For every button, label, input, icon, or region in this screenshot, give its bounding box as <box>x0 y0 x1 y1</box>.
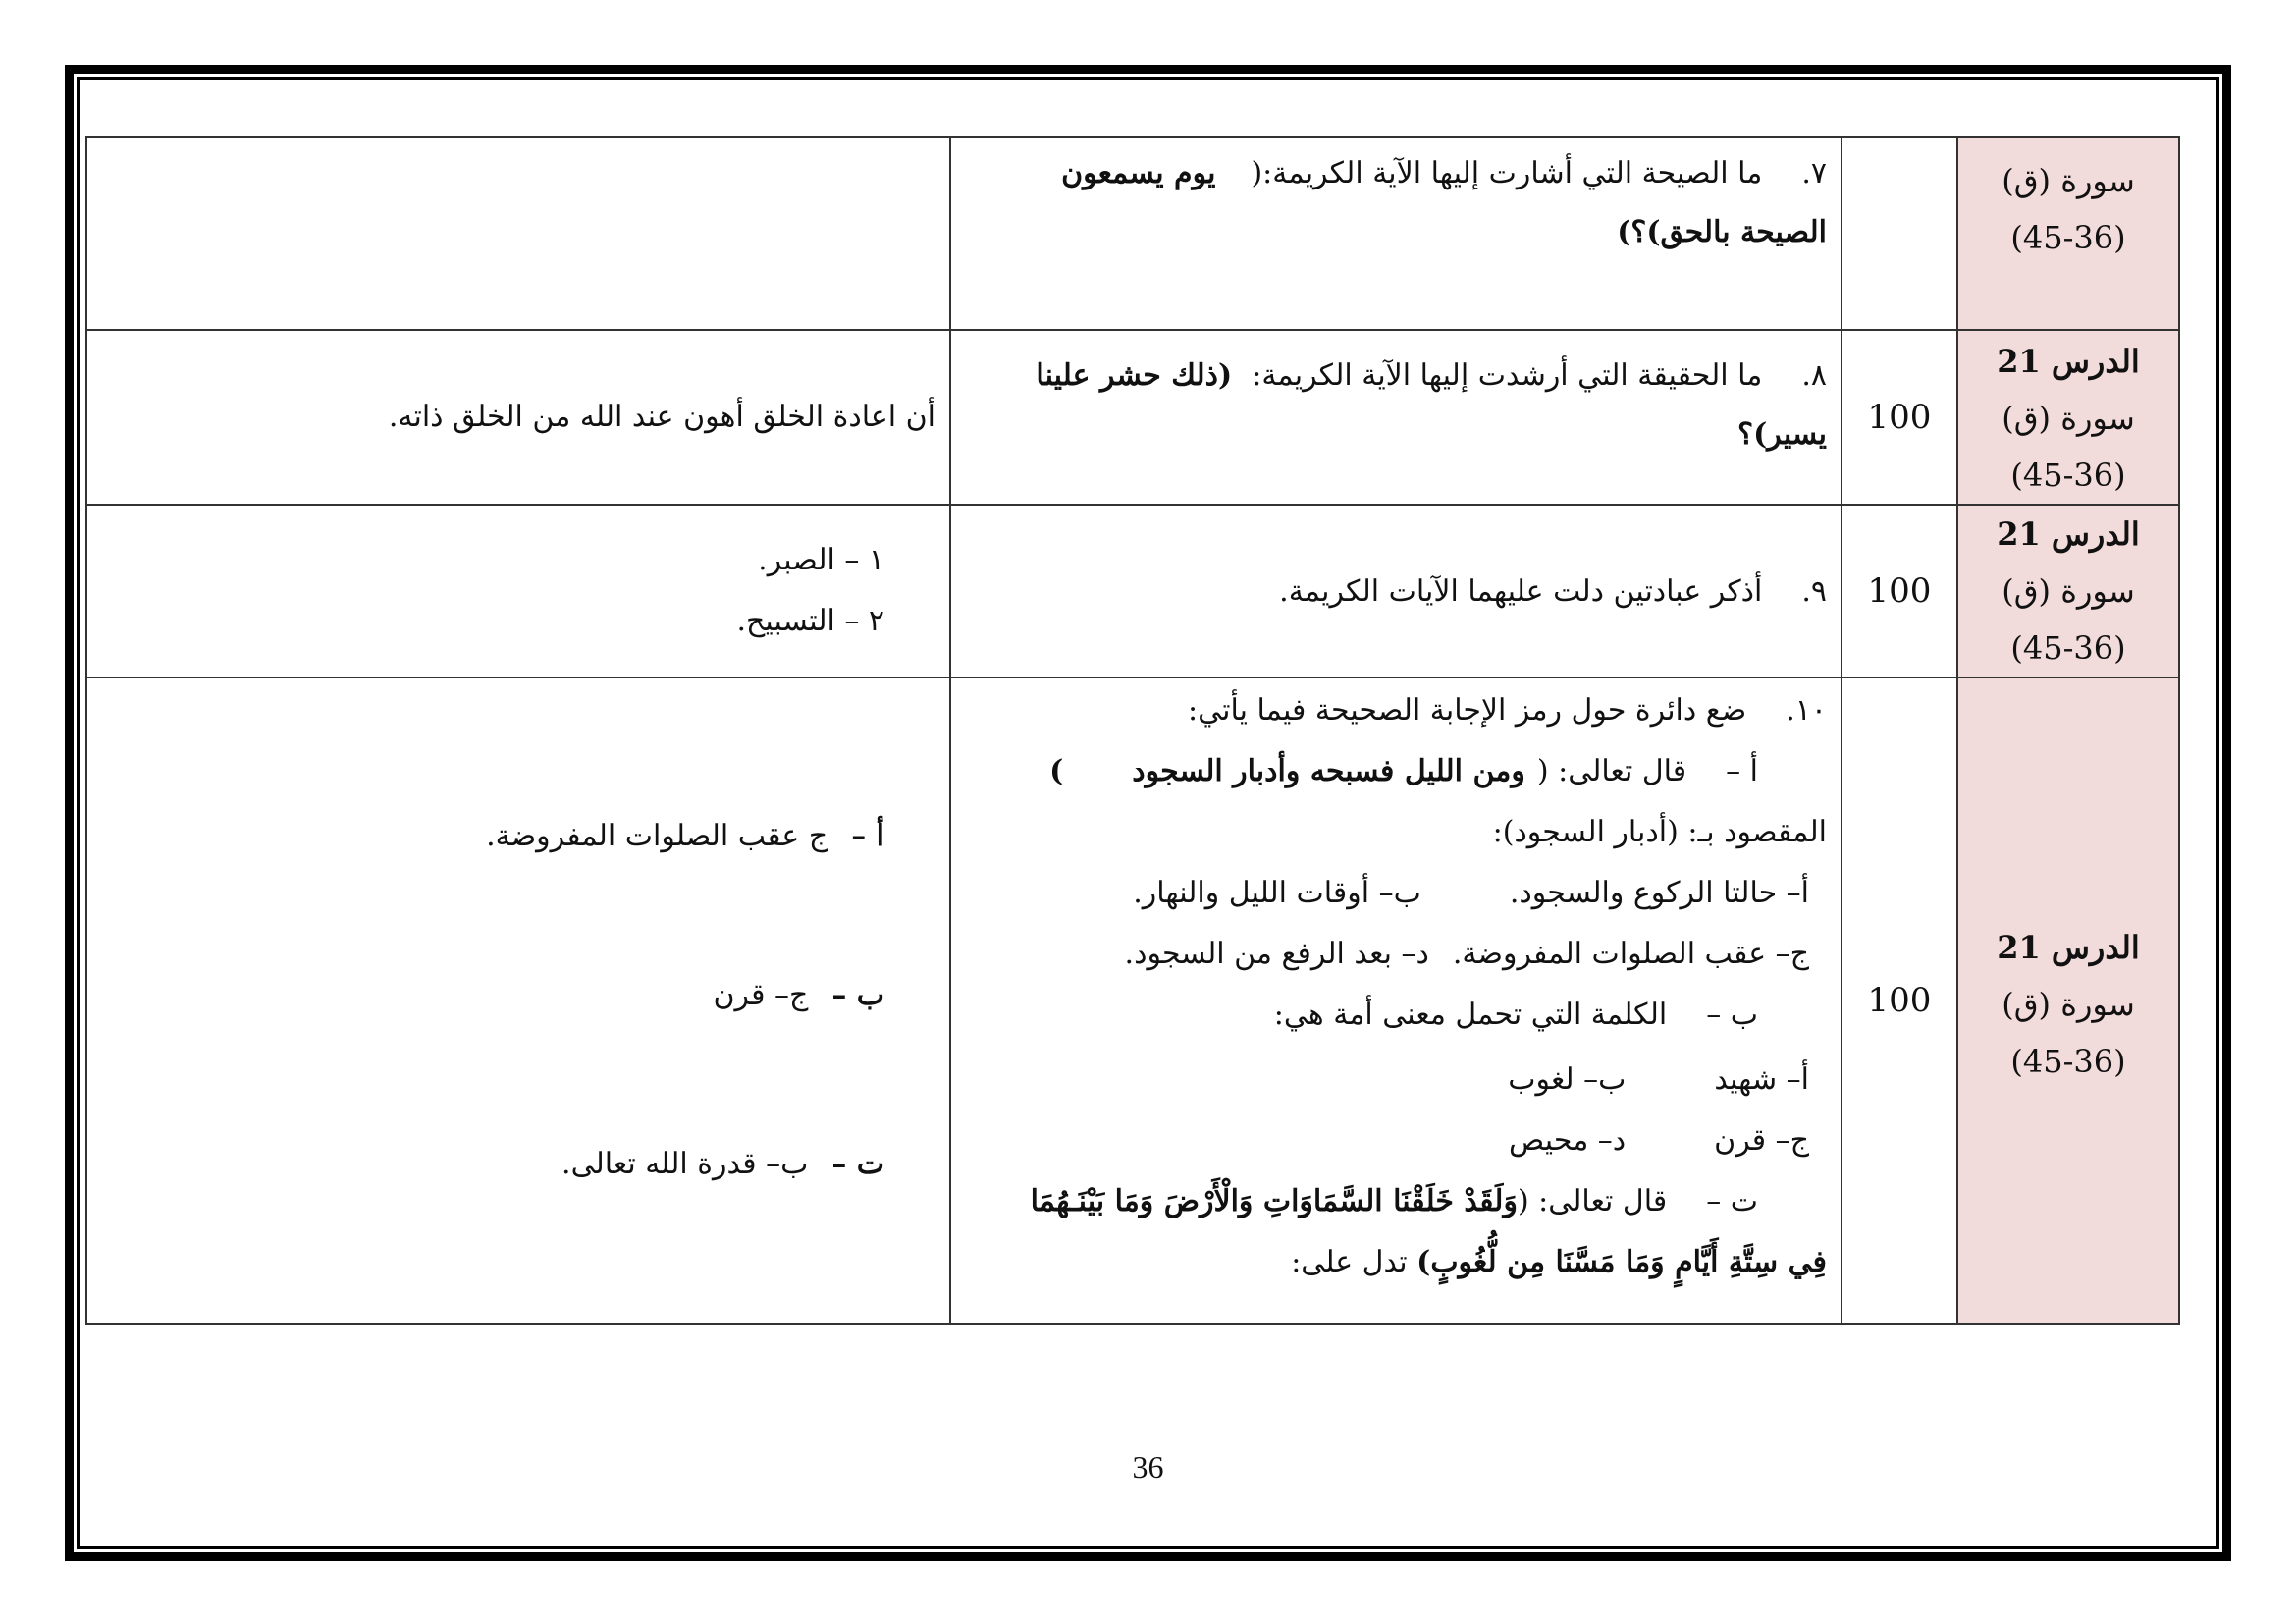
sub-question-intro: قال تعالى: ( <box>1536 754 1687 788</box>
lesson-cell <box>1957 330 2179 505</box>
sub-question-label: ب – <box>1706 998 1758 1032</box>
verse-range: (45-36) <box>2010 1043 2126 1080</box>
question-number: ٩. <box>1801 574 1827 609</box>
marks-cell: 100 <box>1842 677 1957 1324</box>
lesson-table <box>85 136 2180 1325</box>
table-row <box>86 330 2179 505</box>
answer-cell <box>86 137 950 330</box>
verse-quote: وَلَقَدْ خَلَقْنَا السَّمَاوَاتِ وَالْأَرْضَ وَمَا بَيْنَـهُمَا <box>1030 1184 1518 1218</box>
verse-quote-continued: فِي سِتَّةِ أَيَّامٍ وَمَا مَسَّنَا مِن لُّغُوبٍ) <box>1416 1245 1827 1279</box>
lesson-number: الدرس 21 <box>1997 343 2140 380</box>
lesson-number: الدرس 21 <box>1997 515 2140 553</box>
verse-quote-continued: يسير)؟ <box>1737 417 1827 452</box>
option: ج– قرن <box>1714 1123 1809 1158</box>
sub-question-label: ت – <box>1706 1184 1758 1218</box>
table-row <box>86 677 2179 1324</box>
question-number: ١٠. <box>1786 693 1827 728</box>
answer-item: ٢ – التسبيح. <box>736 604 884 638</box>
answer-text: ج– قرن <box>713 978 809 1012</box>
answer-cell <box>86 677 950 1324</box>
answer-text: ج عقب الصلوات المفروضة. <box>486 819 828 853</box>
question-text: ما الصيحة التي أشارت إليها الآية الكريمة:( <box>1251 156 1763 190</box>
verse-quote-continued: الصيحة بالحق)؟) <box>1617 215 1827 249</box>
verse-range: (45-36) <box>2010 629 2126 667</box>
sub-question-intro: قال تعالى: ( <box>1517 1184 1668 1218</box>
sub-question-end: تدل على: <box>1291 1245 1408 1279</box>
verse-range: (45-36) <box>2010 219 2126 256</box>
sub-question-label: أ – <box>1726 754 1758 788</box>
option: د– بعد الرفع من السجود. <box>1124 937 1429 971</box>
sub-question-text: الكلمة التي تحمل معنى أمة هي: <box>1273 998 1668 1032</box>
table-row <box>86 505 2179 677</box>
verse-range: (45-36) <box>2010 457 2126 494</box>
option: ج– عقب الصلوات المفروضة. <box>1452 937 1809 971</box>
surah-name: سورة (ق) <box>2002 986 2135 1023</box>
sub-question-meaning: المقصود بـ: (أدبار السجود): <box>1492 815 1827 849</box>
question-text: أذكر عبادتين دلت عليهما الآيات الكريمة. <box>1279 574 1763 609</box>
surah-name: سورة (ق) <box>2002 162 2135 199</box>
verse-quote: (ذلك حشر علينا <box>1036 358 1233 393</box>
page-number: 36 <box>1132 1449 1164 1485</box>
surah-name: سورة (ق) <box>2002 400 2135 437</box>
lesson-cell <box>1957 677 2179 1324</box>
question-text: ضع دائرة حول رمز الإجابة الصحيحة فيما يأتي: <box>1188 693 1747 728</box>
table-row <box>86 137 2179 330</box>
option: د– محيص <box>1509 1123 1627 1158</box>
option: أ– حالتا الركوع والسجود. <box>1509 876 1809 910</box>
question-cell <box>950 677 1842 1324</box>
question-number: ٨. <box>1801 358 1827 393</box>
verse-quote-close: ) <box>1049 754 1064 788</box>
verse-quote: ومن الليل فسبحه وأدبار السجود <box>1132 754 1525 788</box>
lesson-cell <box>1957 505 2179 677</box>
answer-cell <box>86 505 950 677</box>
question-text: ما الحقيقة التي أرشدت إليها الآية الكريمة: <box>1252 358 1763 393</box>
answer-label: ت – <box>831 1147 884 1181</box>
question-cell <box>950 137 1842 330</box>
lesson-cell <box>1957 137 2179 330</box>
marks-cell: 100 <box>1842 330 1957 505</box>
verse-quote: يوم يسمعون <box>1061 156 1216 190</box>
marks-cell <box>1842 137 1957 330</box>
question-cell <box>950 505 1842 677</box>
question-number: ٧. <box>1801 156 1827 190</box>
lesson-number: الدرس 21 <box>1997 929 2140 966</box>
surah-name: سورة (ق) <box>2002 572 2135 610</box>
option: أ– شهيد <box>1714 1062 1809 1097</box>
answer-label: أ – <box>851 819 884 853</box>
option: ب– لغوب <box>1508 1062 1627 1097</box>
question-cell <box>950 330 1842 505</box>
option: ب– أوقات الليل والنهار. <box>1133 876 1421 910</box>
marks-cell: 100 <box>1842 505 1957 677</box>
answer-text: ب– قدرة الله تعالى. <box>561 1147 809 1181</box>
answer-item: ١ – الصبر. <box>758 543 884 577</box>
answer-cell: أن اعادة الخلق أهون عند الله من الخلق ذاته. <box>86 330 950 505</box>
answer-label: ب – <box>831 978 884 1012</box>
